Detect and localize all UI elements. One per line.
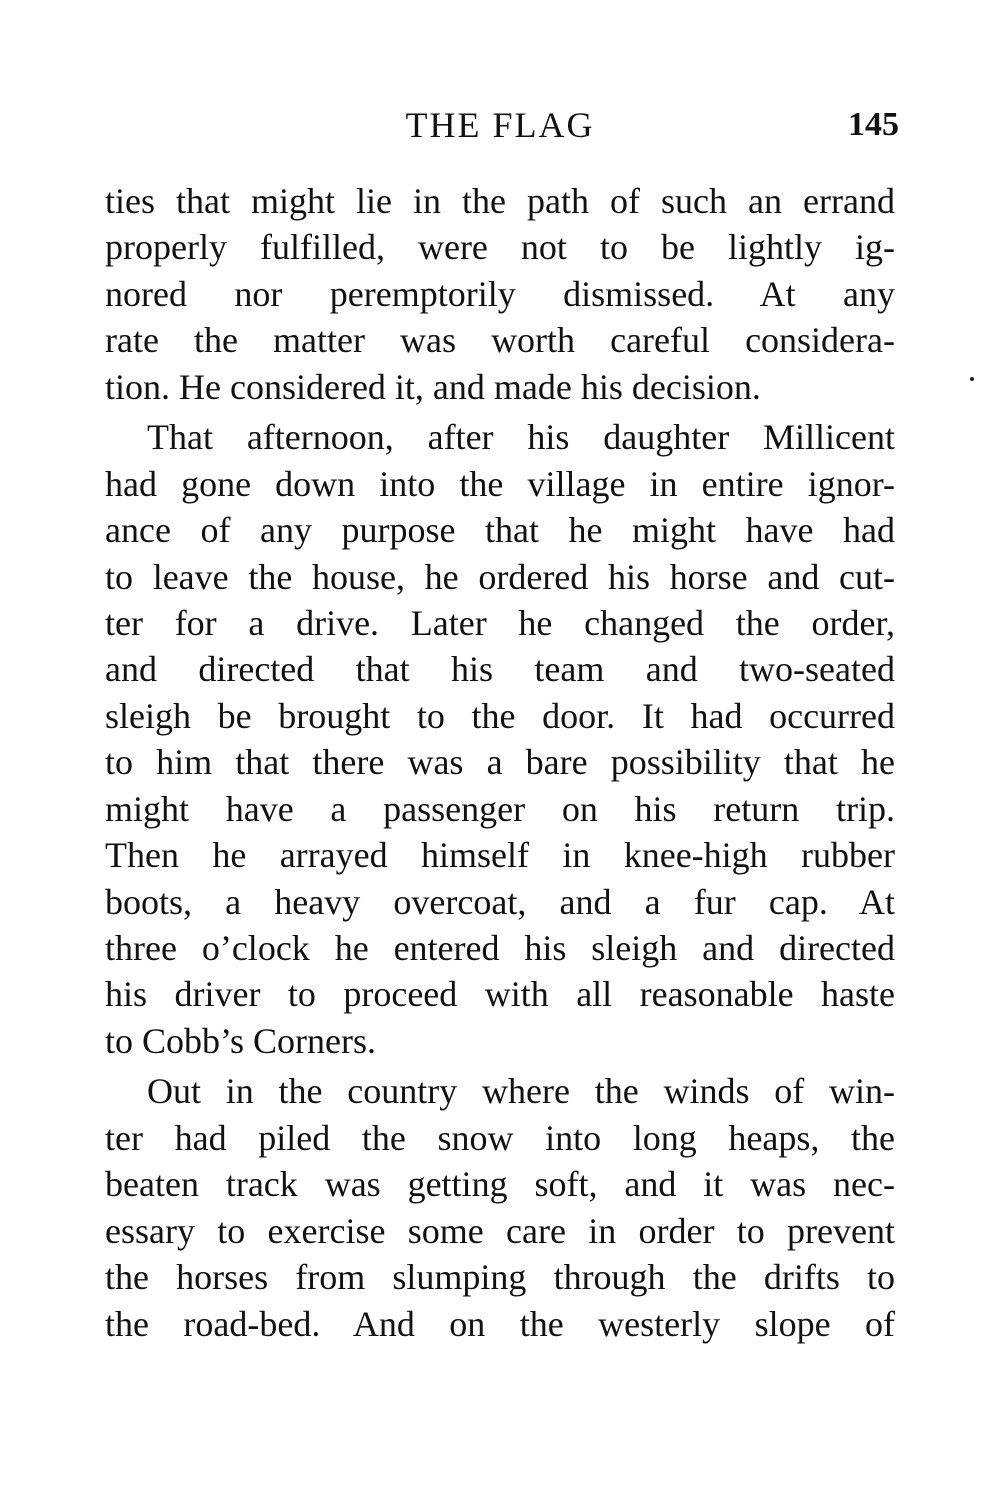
text-line: ties that might lie in the path of such an errand: [105, 181, 895, 221]
paragraph-1: [105, 178, 895, 410]
text-line: ter had piled the snow into long heaps, the: [105, 1117, 895, 1158]
body-text: [105, 178, 895, 1347]
text-line: might have a passenger on his return trip.: [105, 788, 895, 829]
text-line: properly fulfilled, were not to be lightly ig-: [105, 227, 895, 268]
running-title: THE FLAG: [405, 105, 595, 145]
text-line: ance of any purpose that he might have had: [105, 510, 895, 551]
text-line: essary to exercise some care in order to prevent: [105, 1210, 895, 1251]
text-line: nored nor peremptorily dismissed. At any: [105, 273, 895, 314]
page-number: 145: [848, 106, 899, 143]
text-line: rate the matter was worth careful considera-: [105, 320, 895, 361]
text-line: the horses from slumping through the drifts to: [105, 1257, 895, 1298]
text-line: beaten track was getting soft, and it was nec-: [105, 1164, 895, 1205]
text-line: Out in the country where the winds of win-: [147, 1071, 895, 1112]
text-line: and directed that his team and two-seated: [105, 649, 895, 690]
text-line: to him that there was a bare possibility that he: [105, 742, 895, 783]
text-line: Then he arrayed himself in knee-high rubber: [105, 835, 895, 876]
text-line: to leave the house, he ordered his horse and cut-: [105, 556, 895, 597]
paragraph-3: [105, 1068, 895, 1347]
text-line: the road-bed. And on the westerly slope of: [105, 1303, 895, 1344]
text-line: three o’clock he entered his sleigh and directed: [105, 928, 895, 968]
running-head: [105, 100, 899, 150]
text-line: his driver to proceed with all reasonable haste: [105, 974, 895, 1015]
text-line: sleigh be brought to the door. It had occurred: [105, 695, 895, 736]
text-line: ter for a drive. Later he changed the order,: [105, 602, 895, 643]
paragraph-2: [105, 414, 895, 1064]
text-line: had gone down into the village in entire ignor-: [105, 463, 895, 504]
text-line: tion. He considered it, and made his decision.: [105, 366, 761, 407]
text-line: boots, a heavy overcoat, and a fur cap. At: [105, 881, 895, 922]
text-line: to Cobb’s Corners.: [105, 1020, 377, 1061]
ink-speck: [970, 377, 974, 381]
text-line: That afternoon, after his daughter Millicent: [147, 417, 895, 458]
